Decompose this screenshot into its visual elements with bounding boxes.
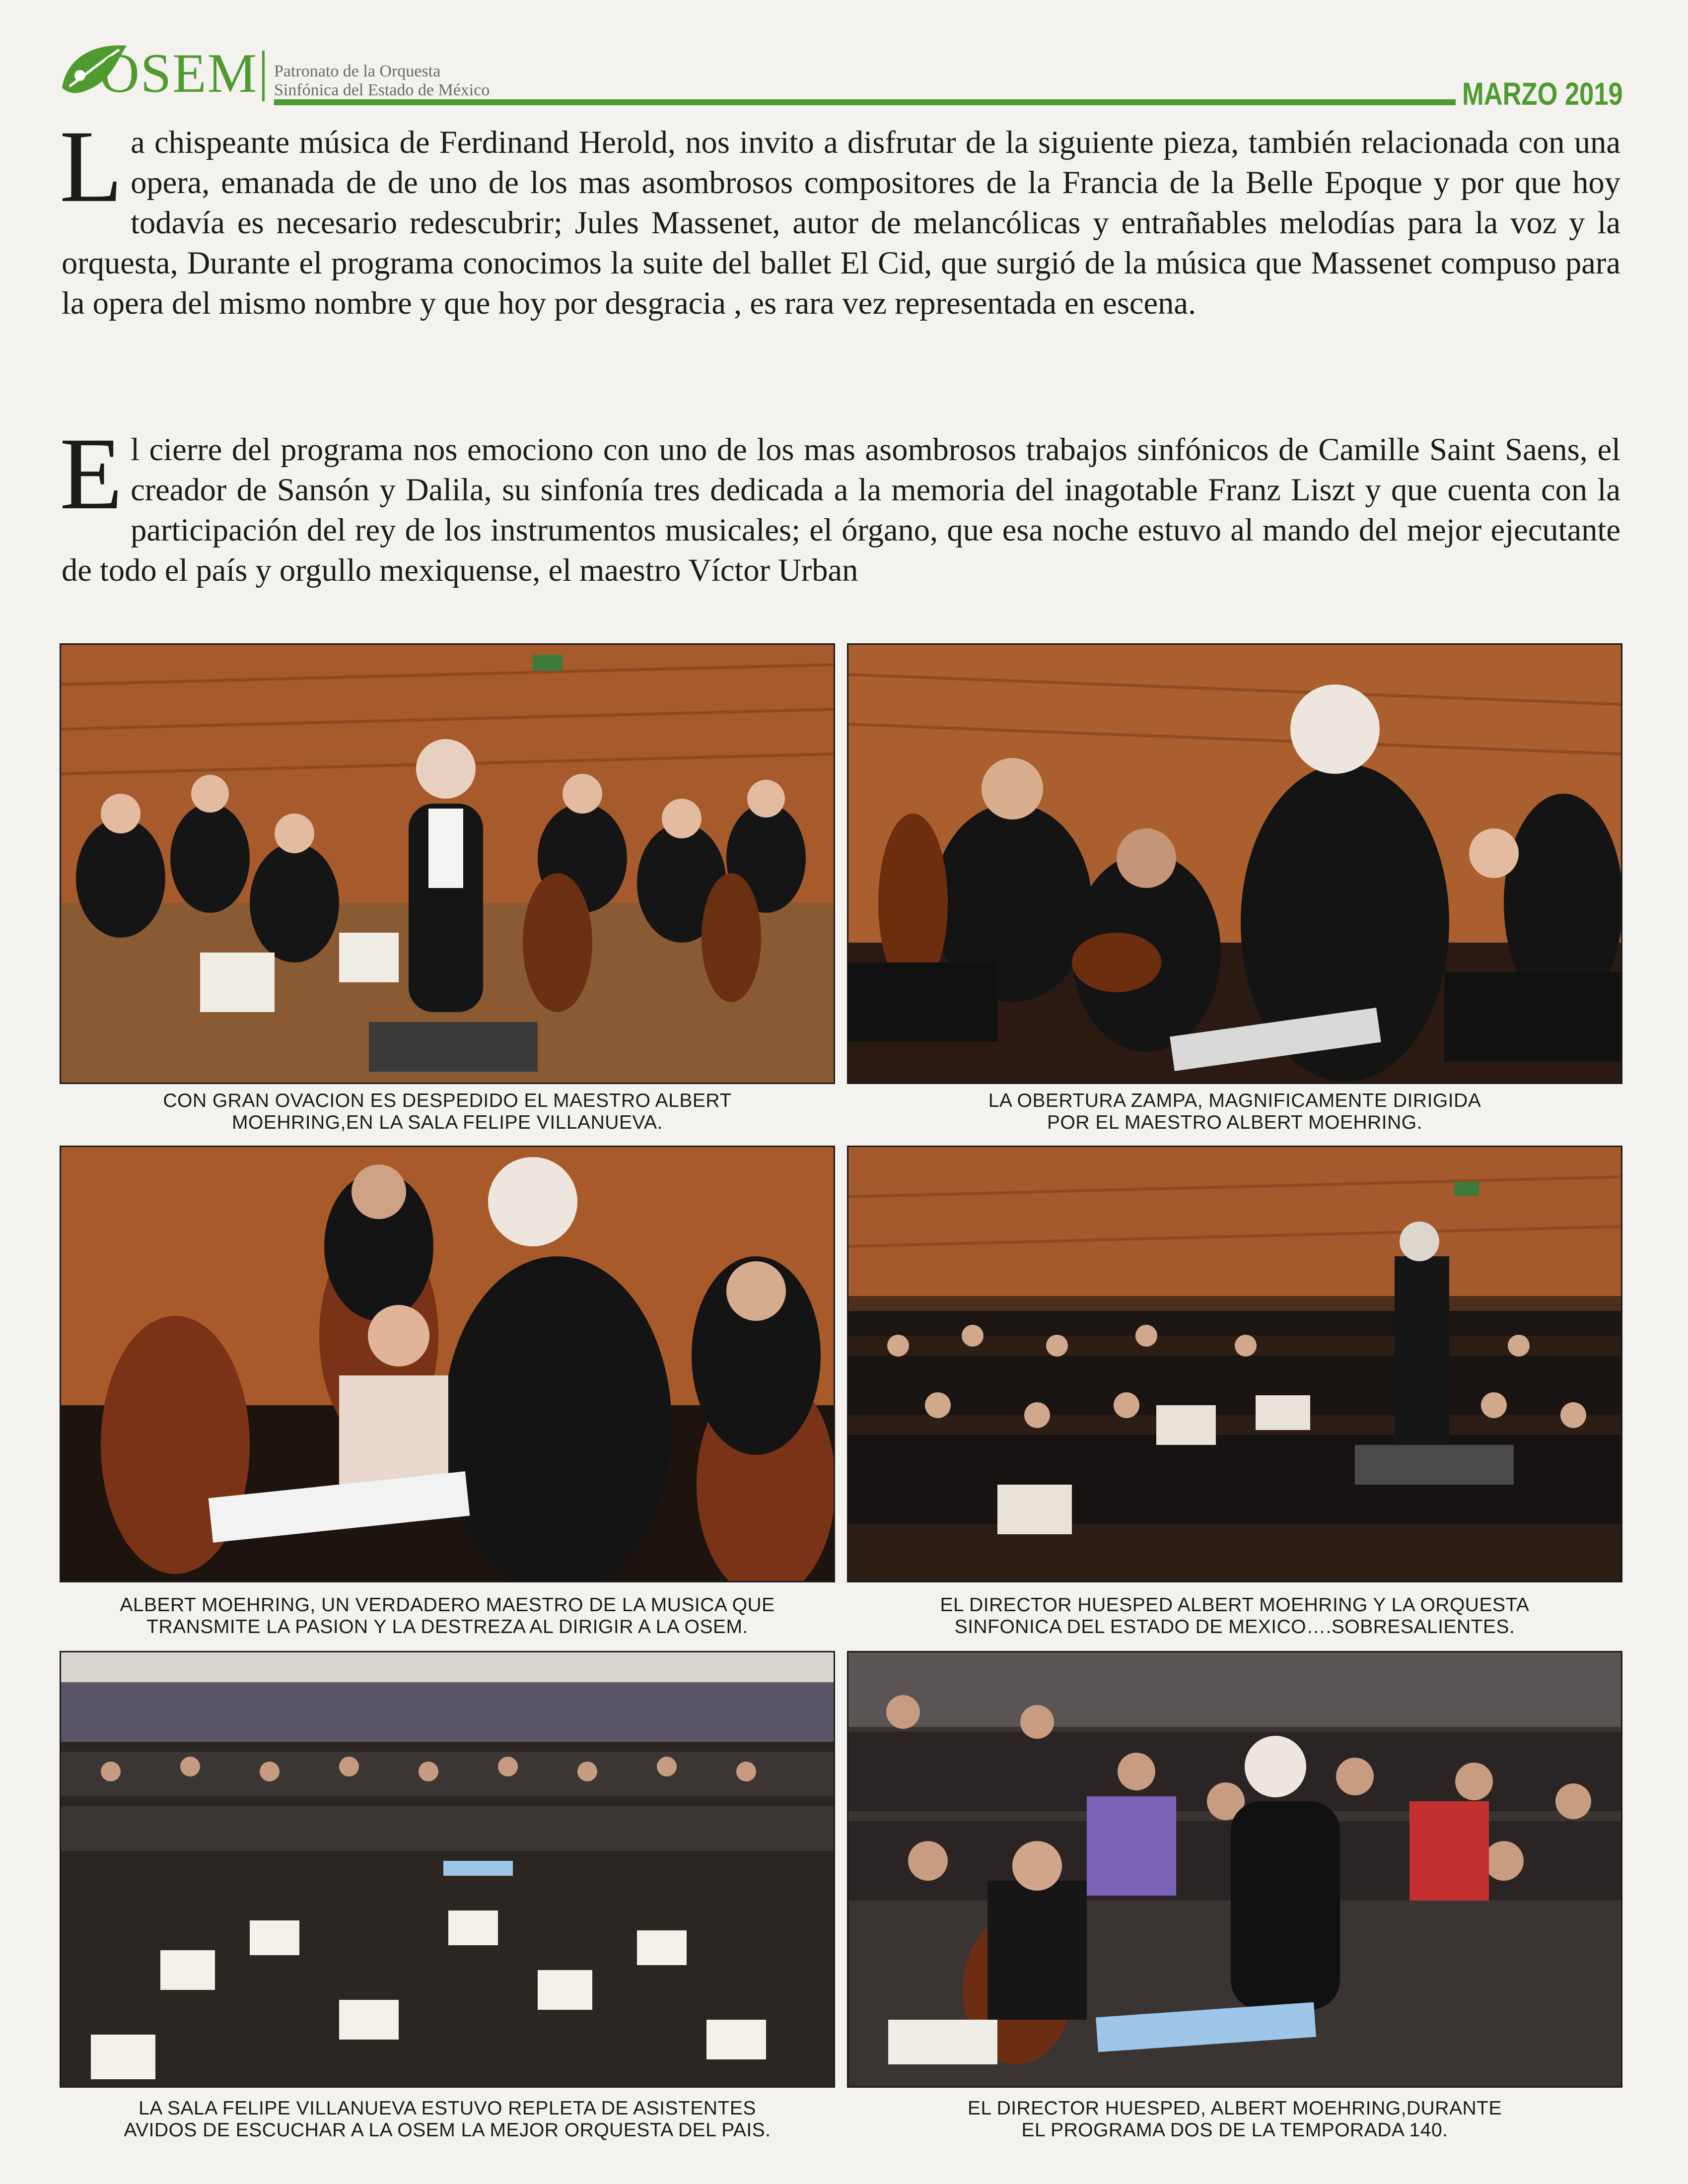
photo-caption: EL DIRECTOR HUESPED, ALBERT MOEHRING,DURANTE EL PROGRAMA DOS DE LA TEMPORADA 140. [968,2098,1502,2141]
org-name-line-2: Sinfónica del Estado de México [274,81,490,99]
logo-divider [262,51,265,101]
photo-image [848,645,1621,1083]
photo-image [61,1652,834,2086]
article-paragraph-2 [60,416,1620,590]
drop-cap: E [60,416,123,531]
photo-caption: LA SALA FELIPE VILLANUEVA ESTUVO REPLETA DE ASISTENTES AVIDOS DE ESCUCHAR A LA OSEM LA MEJOR ORQUESTA DEL PAIS. [124,2098,771,2141]
photo-image [848,1652,1621,2086]
logo-wordmark: OSEM [99,43,258,104]
issue-date: MARZO 2019 [1462,76,1623,112]
drop-cap: L [60,109,123,223]
photo-conductor-ovation [60,643,835,1084]
article-paragraph-1 [60,109,1620,323]
page-header [0,0,1688,114]
photo-caption: EL DIRECTOR HUESPED ALBERT MOEHRING Y LA ORQUESTA SINFONICA DEL ESTADO DE MEXICO….SOBRESALIENTES. [940,1594,1530,1638]
photo-zampa-overture [847,643,1622,1084]
photo-caption: LA OBERTURA ZAMPA, MAGNIFICAMENTE DIRIGIDA POR EL MAESTRO ALBERT MOEHRING. [988,1090,1481,1133]
photo-packed-hall [60,1651,835,2088]
photo-full-orchestra [847,1146,1622,1582]
paragraph-text: l cierre del programa nos emociono con uno de los mas asombrosos trabajos sinfónicos de Camille Saint Saens, el creador de Sansón y Dalila, su sinfonía tres dedicada a la memoria del inagotable Franz Liszt y que cuenta con la participación del rey de los instrumentos musicales; el órgano, que esa noche estuvo al mando del mejor ejecutante de todo el país y orgullo mexiquense, el maestro Víctor Urban [62,432,1620,588]
photo-image [848,1147,1621,1581]
org-name-line-1: Patronato de la Orquesta [274,62,441,80]
photo-maestro-cellist [60,1146,835,1582]
photo-image [61,645,834,1083]
photo-caption: ALBERT MOEHRING, UN VERDADERO MAESTRO DE LA MUSICA QUE TRANSMITE LA PASION Y LA DESTREZA AL DIRIGIR A LA OSEM. [120,1594,775,1638]
photo-program-two [847,1651,1622,2088]
paragraph-text: a chispeante música de Ferdinand Herold, nos invito a disfrutar de la siguiente pieza, también relacionada con una opera, emanada de de uno de los mas asombrosos compositores de la Francia de la Belle Epoque y por que hoy todavía es necesario redescubrir; Jules Massenet, autor de melancólicas y entrañables melodías para la voz y la orquesta, Durante el programa conocimos la suite del ballet El Cid, que surgió de la música que Massenet compuso para la opera del mismo nombre y que hoy por desgracia , es rara vez representada en escena. [62,125,1620,321]
header-rule [274,99,1456,105]
photo-caption: CON GRAN OVACION ES DESPEDIDO EL MAESTRO ALBERT MOEHRING,EN LA SALA FELIPE VILLANUEVA. [163,1090,732,1133]
photo-image [61,1147,834,1581]
